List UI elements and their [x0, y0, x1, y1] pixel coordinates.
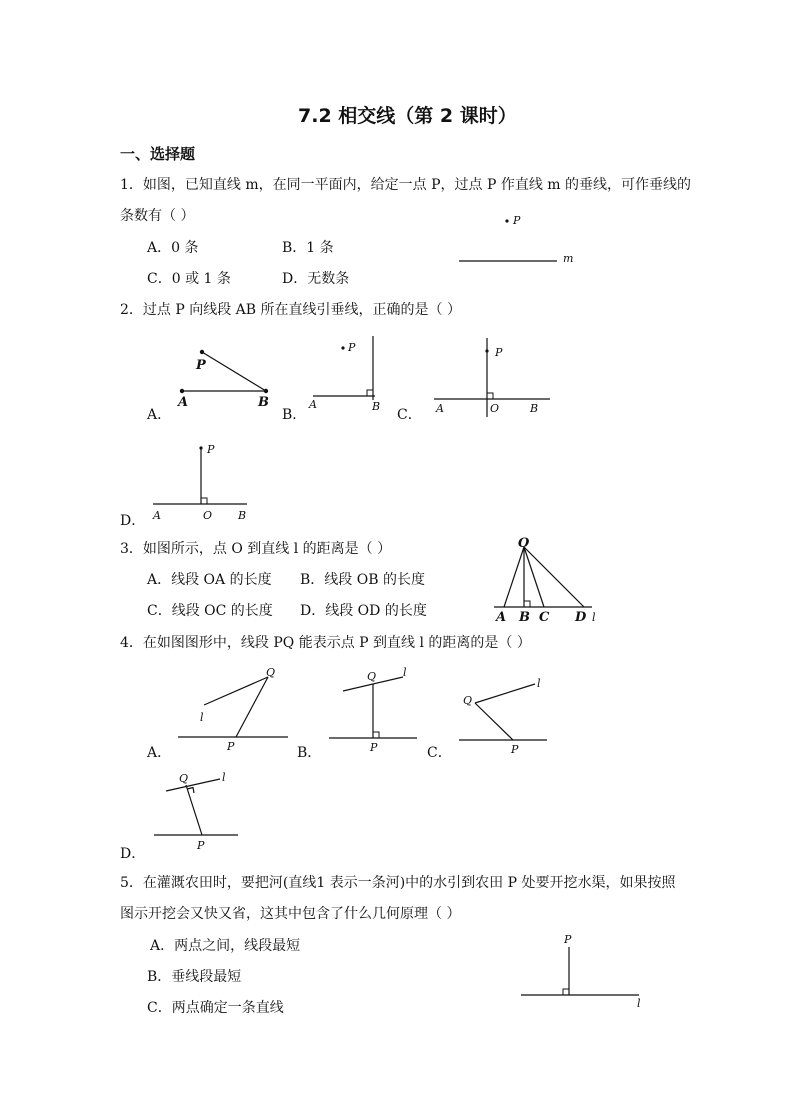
- right-angle-mark: [487, 393, 493, 399]
- q5-figure: [515, 930, 650, 1010]
- point-b: [264, 389, 268, 393]
- q4-figure-d: [150, 765, 250, 855]
- label-p: P: [513, 214, 521, 227]
- label-p: P: [197, 839, 205, 852]
- page-title: 7.2 相交线（第 2 课时）: [298, 105, 517, 127]
- q1-option-b[interactable]: B．1 条: [282, 240, 334, 256]
- segment-oc: [524, 547, 544, 607]
- q2-option-c[interactable]: C．: [397, 407, 422, 423]
- label-a: A: [436, 402, 444, 415]
- label-b: B: [519, 610, 530, 625]
- label-l: l: [592, 611, 596, 624]
- label-m: m: [563, 252, 574, 265]
- q1-option-a[interactable]: A．0 条: [147, 240, 199, 256]
- right-angle-mark: [373, 732, 379, 738]
- label-a: A: [178, 395, 189, 410]
- q4-option-d[interactable]: D．: [120, 846, 146, 862]
- label-a: A: [153, 509, 161, 522]
- segment-pq: [236, 677, 268, 737]
- question-4-stem: 4．在如图图形中，线段 PQ 能表示点 P 到直线 l 的距离的是（ ）: [120, 635, 531, 651]
- question-5-line-1: 5．在灌溉农田时，要把河(直线1 表示一条河)中的水引到农田 P 处要开挖水渠，如果按照: [120, 875, 676, 891]
- q1-option-d[interactable]: D．无数条: [282, 271, 350, 287]
- q3-option-d[interactable]: D．线段 OD 的长度: [300, 603, 427, 619]
- line-l: [475, 684, 535, 703]
- question-3-stem: 3．如图所示，点 O 到直线 l 的距离是（ ）: [120, 541, 392, 557]
- label-p: P: [495, 346, 503, 359]
- label-p: P: [370, 741, 378, 754]
- label-l: l: [637, 997, 641, 1010]
- q4-figure-b: [325, 665, 425, 755]
- q4-option-a[interactable]: A．: [147, 745, 172, 761]
- label-b: B: [530, 402, 539, 415]
- q2-figure-a: [170, 340, 280, 410]
- point-p: [341, 346, 344, 349]
- label-l: l: [200, 711, 204, 724]
- label-c: C: [539, 610, 550, 625]
- point-p: [505, 219, 508, 222]
- label-a: A: [309, 398, 317, 411]
- point-p: [200, 350, 204, 354]
- q3-option-b[interactable]: B．线段 OB 的长度: [300, 572, 425, 588]
- segment-pq: [475, 703, 513, 740]
- segment-od: [524, 547, 584, 607]
- q4-option-c[interactable]: C．: [427, 745, 452, 761]
- q1-option-c[interactable]: C．0 或 1 条: [147, 271, 231, 287]
- label-p: P: [207, 443, 215, 456]
- label-o: O: [203, 509, 213, 522]
- q1-figure: [455, 210, 585, 270]
- point-a: [180, 389, 184, 393]
- point-p: [199, 446, 202, 449]
- q4-figure-a: [170, 665, 295, 755]
- label-b: B: [372, 400, 381, 413]
- q2-option-a[interactable]: A．: [147, 407, 172, 423]
- q2-figure-b: [305, 330, 390, 415]
- q5-option-a[interactable]: A．两点之间，线段最短: [150, 938, 301, 954]
- point-p: [485, 349, 488, 352]
- label-o: O: [490, 402, 500, 415]
- label-l: l: [403, 666, 407, 679]
- label-l: l: [222, 771, 226, 784]
- label-d: D: [575, 610, 587, 625]
- label-p: P: [511, 743, 519, 756]
- q3-figure: [490, 535, 610, 625]
- q3-option-a[interactable]: A．线段 OA 的长度: [147, 572, 272, 588]
- q4-figure-c: [455, 670, 555, 755]
- label-q: Q: [463, 694, 473, 707]
- label-o: O: [518, 536, 530, 551]
- question-2-stem: 2．过点 P 向线段 AB 所在直线引垂线，正确的是（ ）: [120, 302, 461, 318]
- label-l: l: [537, 677, 541, 690]
- q4-option-b[interactable]: B．: [297, 745, 322, 761]
- right-angle-mark: [201, 498, 207, 504]
- question-1-line-2: 条数有（ ）: [120, 208, 195, 224]
- label-a: A: [496, 610, 507, 625]
- section-heading: 一、选择题: [120, 145, 196, 163]
- label-q: Q: [266, 666, 276, 679]
- q2-option-d[interactable]: D．: [120, 513, 146, 529]
- label-p: P: [196, 358, 206, 373]
- q2-figure-d: [145, 440, 255, 525]
- right-angle-mark: [563, 989, 569, 995]
- label-b: B: [238, 509, 247, 522]
- line-l: [204, 677, 268, 705]
- label-q: Q: [179, 772, 189, 785]
- question-5-line-2: 图示开挖会又快又省，这其中包含了什么几何原理（ ）: [120, 906, 461, 922]
- right-angle-mark: [524, 601, 530, 607]
- q3-option-c[interactable]: C．线段 OC 的长度: [147, 603, 273, 619]
- q2-figure-c: [430, 335, 560, 420]
- label-p: P: [348, 341, 356, 354]
- label-p: P: [564, 933, 572, 946]
- label-p: P: [227, 740, 235, 753]
- q2-option-b[interactable]: B．: [282, 407, 307, 423]
- question-1-line-1: 1．如图，已知直线 m，在同一平面内，给定一点 P，过点 P 作直线 m 的垂线，可作垂线的: [120, 177, 691, 193]
- segment-oa: [504, 547, 524, 607]
- segment-pb: [202, 352, 266, 391]
- label-b: B: [258, 395, 269, 410]
- right-angle-mark: [367, 390, 373, 396]
- label-q: Q: [367, 670, 377, 683]
- q5-option-c[interactable]: C．两点确定一条直线: [147, 1000, 284, 1016]
- q5-option-b[interactable]: B．垂线段最短: [147, 969, 242, 985]
